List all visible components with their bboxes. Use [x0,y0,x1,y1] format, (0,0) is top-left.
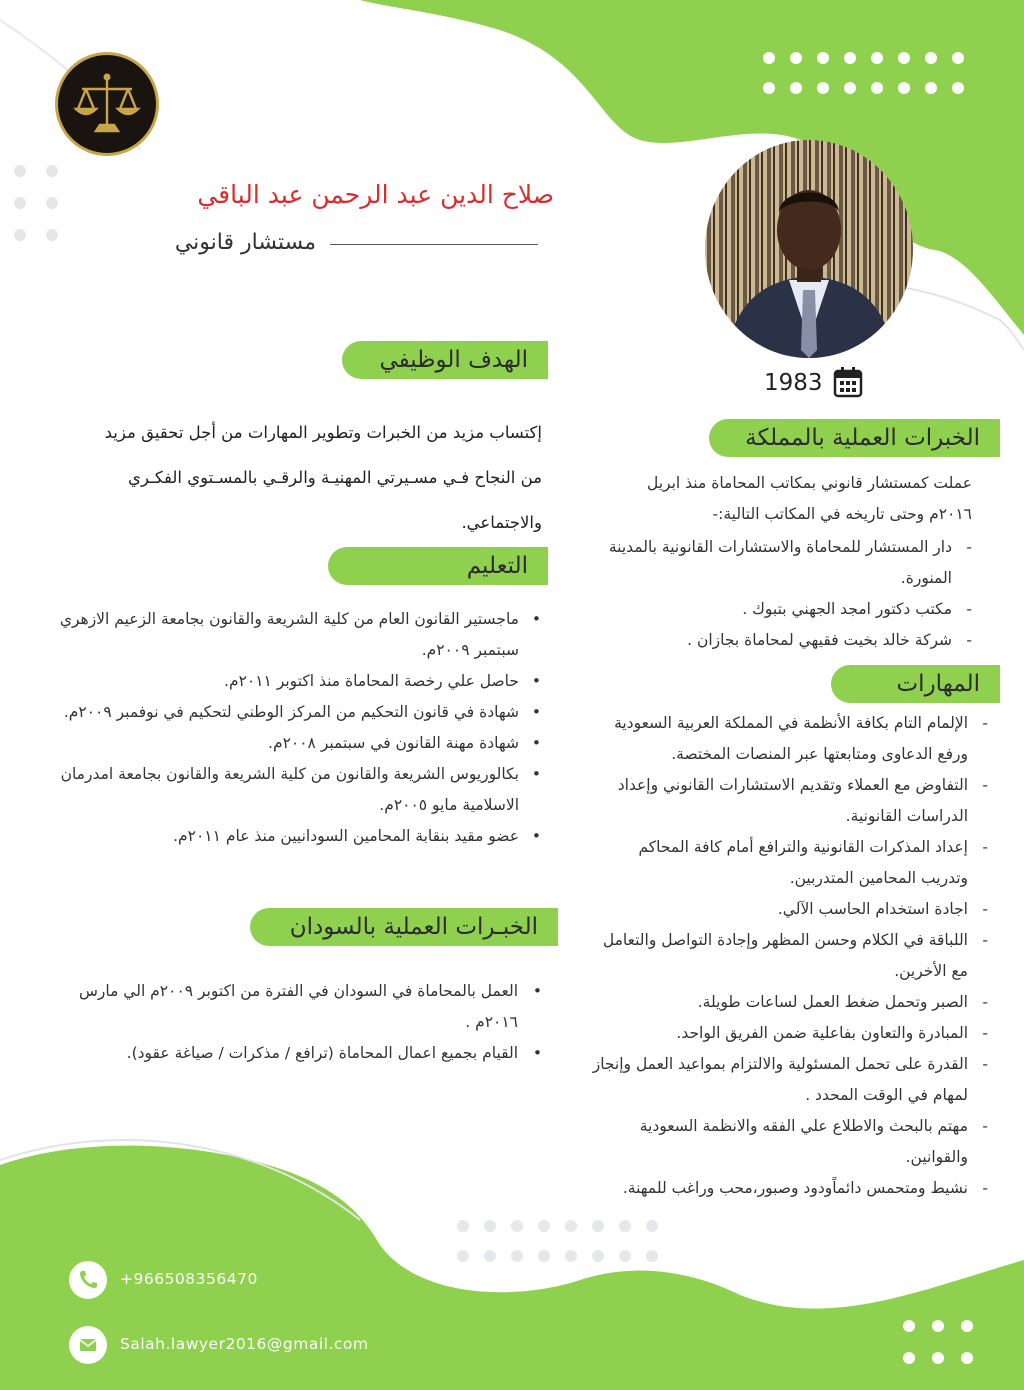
list-item: - مكتب دكتور امجد الجهني بتبوك . [606,594,976,625]
list-item: • عضو مقيد بنقابة المحامين السودانيين منذ عام ٢٠١١م. [45,821,547,852]
dots-left [14,165,58,241]
list-item: - الصبر وتحمل ضغط العمل لساعات طويلة. [592,987,992,1018]
phone-number[interactable]: +966508356470 [120,1270,258,1288]
list-item: • حاصل علي رخصة المحاماة منذ اكتوبر ٢٠١١م. [45,666,547,697]
objective-line-2: من النجاح فـي مسـيرتي المهنيـة والرقـي بالمسـتوي الفكـري [128,468,542,487]
dots-top-right [763,52,964,94]
dots-bottom-center [457,1220,658,1262]
objective-text [40,410,542,545]
profile-photo [705,140,913,358]
ksa-experience-intro: عملت كمستشار قانوني بمكاتب المحاماة منذ ابريل ٢٠١٦م وحتى تاريخه في المكاتب التالية:- [647,474,972,523]
phone-icon [69,1261,107,1299]
list-item: • شهادة في قانون التحكيم من المركز الوطني لتحكيم في نوفمبر ٢٠٠٩م. [45,697,547,728]
birth-year: 1983 [764,370,823,396]
email-address[interactable]: Salah.lawyer2016@gmail.com [120,1335,369,1353]
job-title: مستشار قانوني [174,230,316,255]
scales-of-justice-icon [58,55,156,153]
envelope-icon [69,1326,107,1364]
list-item: - مهتم بالبحث والاطلاع علي الفقه والانظمة السعودية والقوانين. [592,1111,992,1173]
dots-bottom-right [903,1320,973,1364]
list-item: - إعداد المذكرات القانونية والترافع أمام كافة المحاكم وتدريب المحامين المتدربين. [592,832,992,894]
list-item: - التفاوض مع العملاء وتقديم الاستشارات القانوني وإعداد الدراسات القانونية. [592,770,992,832]
full-name: صلاح الدين عبد الرحمن عبد الباقي [197,180,554,209]
list-item: - دار المستشار للمحاماة والاستشارات القانونية بالمدينة المنورة. [606,532,976,594]
list-item: - القدرة على تحمل المسئولية والالتزام بمواعيد العمل وإنجاز لمهام في الوقت المحدد . [592,1049,992,1111]
list-item: - نشيط ومتحمس دائماًودود وصبور،محب وراغب للمهنة. [592,1173,992,1204]
sudan-experience-heading: الخبـرات العملية بالسودان [250,908,558,946]
email-icon-badge [69,1326,107,1364]
skills-heading: المهارات [831,665,1000,703]
objective-heading: الهدف الوظيفي [342,341,548,379]
list-item: - شركة خالد بخيت فقيهي لمحاماة بجازان . [606,625,976,656]
top-right-green-blob [360,0,1024,335]
title-line [330,244,538,245]
education-heading: التعليم [328,547,548,585]
list-item: • بكالوريوس الشريعة والقانون من كلية الشريعة والقانون بجامعة امدرمان الاسلامية مايو ٢٠٠٥م. [45,759,547,821]
list-item: • شهادة مهنة القانون في سبتمبر ٢٠٠٨م. [45,728,547,759]
skills-list [592,708,992,1204]
ksa-experience-heading: الخبرات العملية بالمملكة [709,419,1000,457]
list-item: - المبادرة والتعاون بفاعلية ضمن الفريق الواحد. [592,1018,992,1049]
list-item: • ماجستير القانون العام من كلية الشريعة والقانون بجامعة الزعيم الازهري سبتمبر ٢٠٠٩م. [45,604,547,666]
list-item: - اجادة استخدام الحاسب الآلي. [592,894,992,925]
objective-line-1: إكتساب مزيد من الخبرات وتطوير المهارات من أجل تحقيق مزيد [104,423,542,442]
logo [55,52,159,156]
education-list [45,604,547,852]
list-item: • القيام بجميع اعمال المحاماة (ترافع / مذكرات / صياغة عقود). [40,1038,548,1069]
list-item: - الإلمام التام بكافة الأنظمة في المملكة العربية السعودية ورفع الدعاوى ومتابعتها عبر المنصات المختصة. [592,708,992,770]
list-item: - اللباقة في الكلام وحسن المظهر وإجادة التواصل والتعامل مع الأخرين. [592,925,992,987]
phone-icon-badge [69,1261,107,1299]
list-item: • العمل بالمحاماة في السودان في الفترة من اكتوبر ٢٠٠٩م الي مارس ٢٠١٦م . [40,976,548,1038]
ksa-experience-list [606,532,976,656]
objective-line-3: والاجتماعي. [461,513,542,532]
sudan-experience-list [40,976,548,1069]
calendar-icon [833,366,863,398]
